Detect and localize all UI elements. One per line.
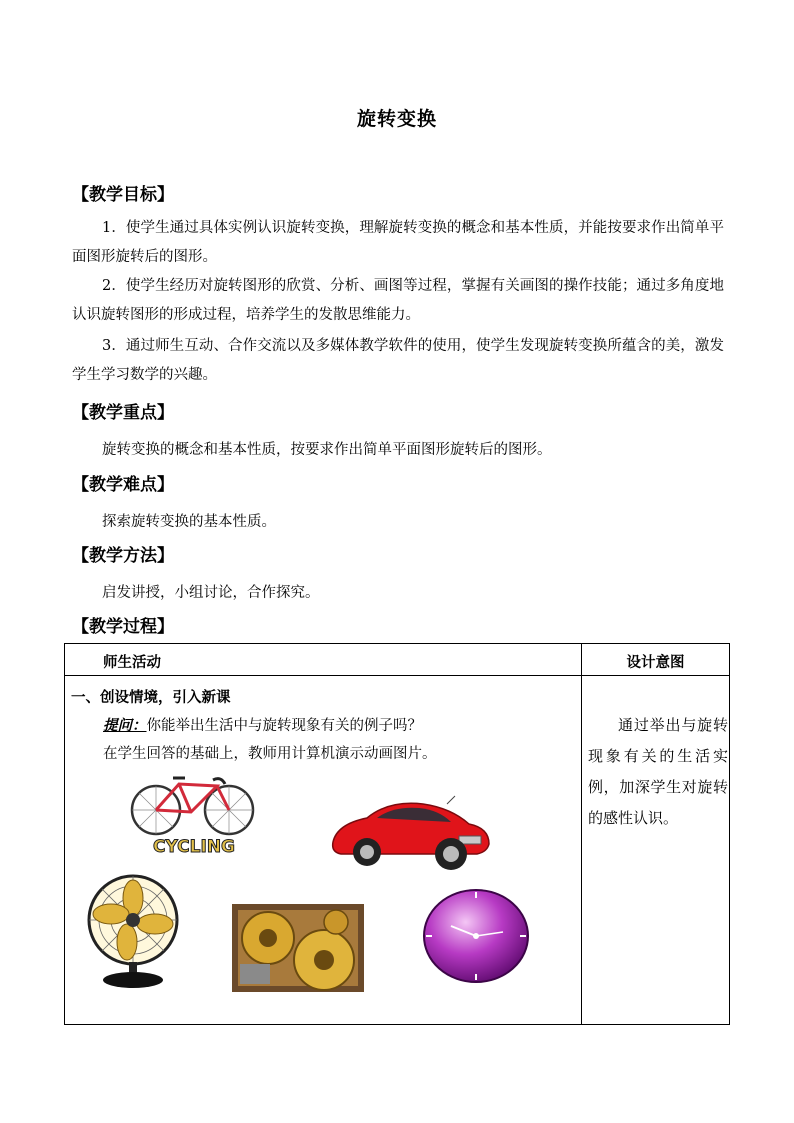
gears-image: [232, 904, 364, 992]
col-header-activity: 师生活动: [65, 644, 582, 676]
intent-cell: [582, 676, 730, 1025]
intent-text: 通过举出与旋转现象有关的生活实例，加深学生对旋转的感性认识。: [588, 716, 728, 827]
bicycle-caption: CYCLING: [153, 837, 235, 856]
instruction-line: 在学生回答的基础上，教师用计算机演示动画图片。: [103, 746, 437, 762]
activity-cell: [65, 676, 582, 1025]
key-points-text: 旋转变换的概念和基本性质，按要求作出简单平面图形旋转后的图形。: [102, 442, 552, 458]
bicycle-image: [129, 774, 259, 856]
heading-key-points: 【教学重点】: [72, 403, 174, 423]
goal-item-3: 3．通过师生互动、合作交流以及多媒体教学软件的使用，使学生发现旋转变换所蕴含的美，激发学生学习数学的兴趣。: [72, 338, 724, 383]
question-tag: 提问：: [103, 717, 147, 734]
section-title: 一、创设情境，引入新课: [71, 689, 231, 706]
heading-process: 【教学过程】: [72, 617, 174, 637]
goal-item-1: 1．使学生通过具体实例认识旋转变换，理解旋转变换的概念和基本性质，并能按要求作出简单平面图形旋转后的图形。: [72, 220, 724, 265]
question-line: [103, 714, 422, 735]
process-table: [64, 643, 730, 1025]
methods-text: 启发讲授，小组讨论，合作探究。: [102, 585, 320, 601]
heading-difficulties: 【教学难点】: [72, 475, 174, 495]
clock-image: [421, 886, 531, 986]
goal-item-2: 2．使学生经历对旋转图形的欣赏、分析、画图等过程，掌握有关画图的操作技能；通过多角度地认识旋转图形的形成过程，培养学生的发散思维能力。: [72, 278, 724, 323]
difficulties-text: 探索旋转变换的基本性质。: [102, 514, 276, 530]
page-title: 旋转变换: [356, 108, 437, 130]
car-image: [327, 794, 493, 874]
question-text: 你能举出生活中与旋转现象有关的例子吗？: [146, 718, 422, 734]
heading-methods: 【教学方法】: [72, 546, 174, 566]
col-header-intent: 设计意图: [582, 644, 730, 676]
heading-goals: 【教学目标】: [72, 185, 174, 205]
fan-image: [85, 872, 185, 992]
